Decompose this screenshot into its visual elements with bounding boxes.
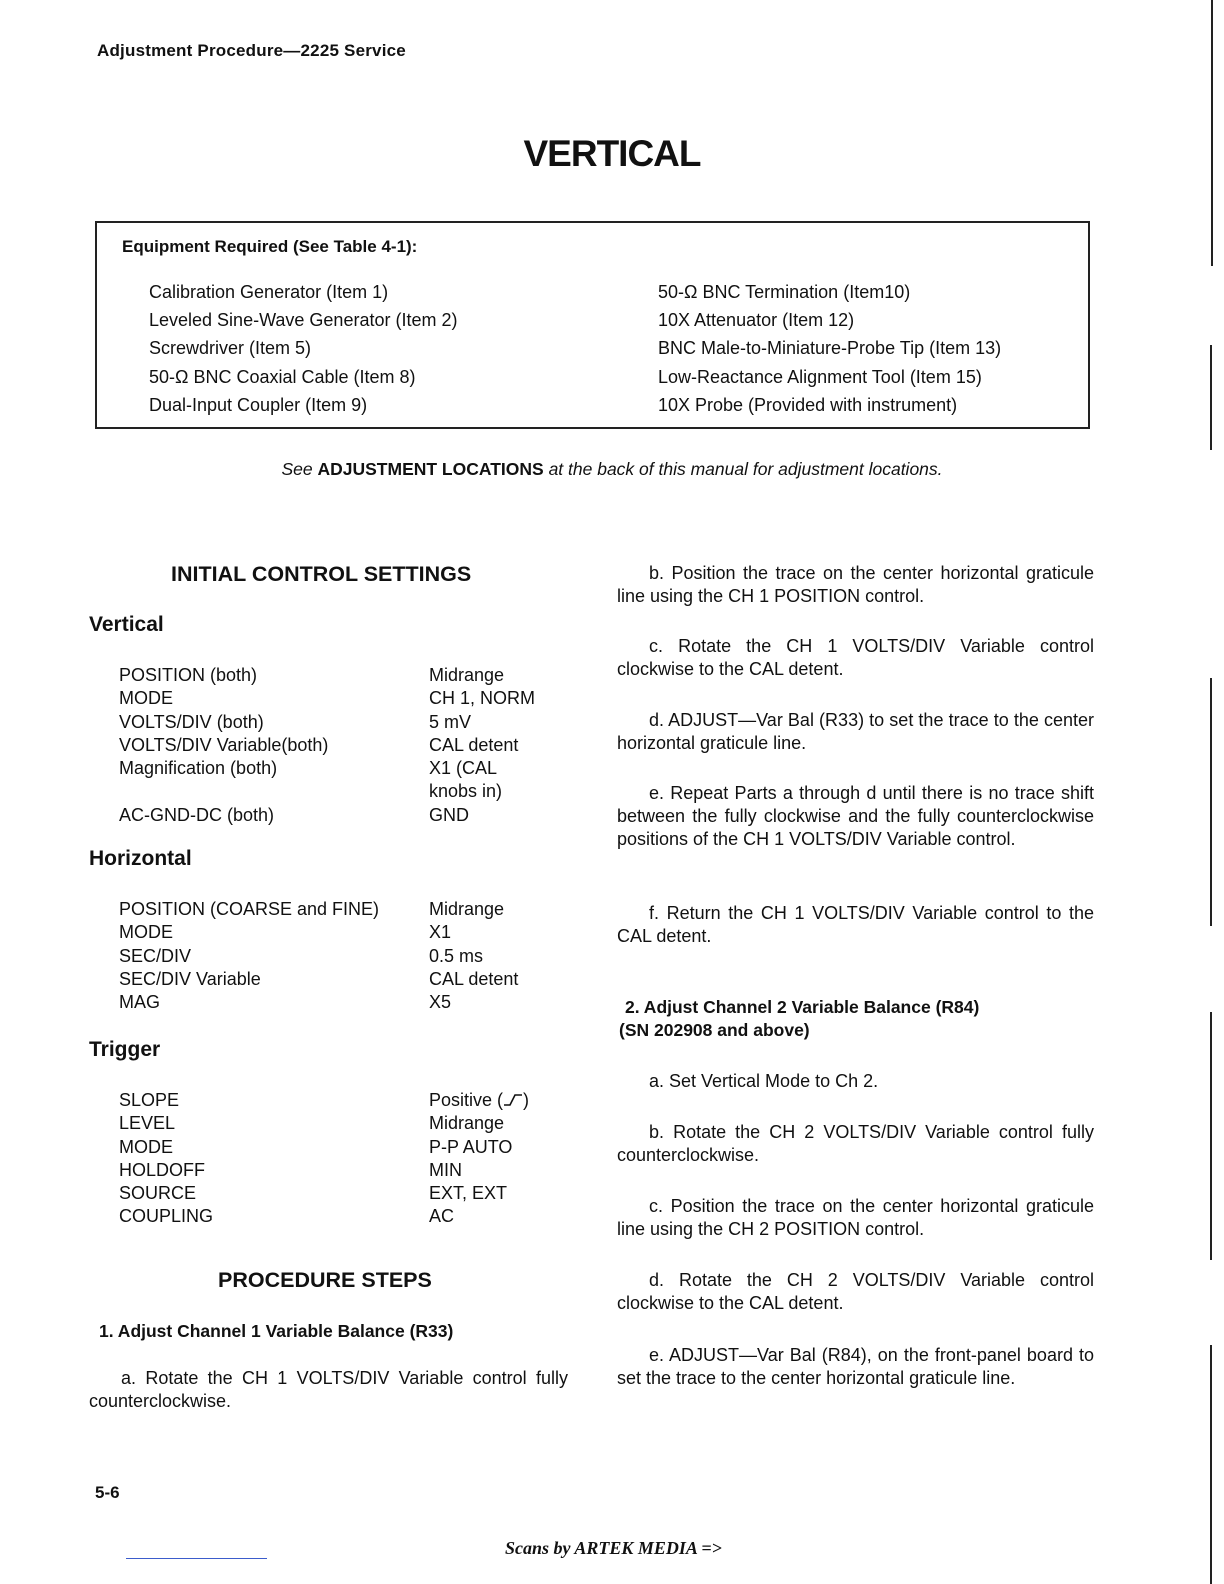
- equipment-item: 10X Probe (Provided with instrument): [658, 394, 958, 415]
- equipment-item: Dual-Input Coupler (Item 9): [149, 394, 368, 415]
- procedure-steps-heading: PROCEDURE STEPS: [218, 1268, 432, 1292]
- horizontal-settings-labels: POSITION (COARSE and FINE) MODE SEC/DIV SEC/DIV Variable MAG: [119, 899, 380, 1013]
- step-2d-text: d. Rotate the CH 2 VOLTS/DIV Variable control clockwise to the CAL detent.: [617, 1270, 1094, 1313]
- equipment-list-right: [658, 278, 1001, 419]
- vertical-settings-values: Midrange CH 1, NORM 5 mV CAL detent X1 (CAL knobs in) GND: [429, 665, 536, 825]
- equipment-item: Low-Reactance Alignment Tool (Item 15): [658, 366, 982, 387]
- step-2e-text: e. ADJUST—Var Bal (R84), on the front-panel board to set the trace to the center horizontal graticule line.: [617, 1345, 1094, 1388]
- equipment-item: Calibration Generator (Item 1): [149, 282, 389, 302]
- equipment-item: 10X Attenuator (Item 12): [658, 310, 855, 331]
- link-underline: [126, 1558, 267, 1559]
- running-header: Adjustment Procedure—2225 Service: [97, 41, 406, 60]
- step-1a-text: a. Rotate the CH 1 VOLTS/DIV Variable control fully counterclockwise.: [89, 1368, 568, 1411]
- horizontal-subheading: Horizontal: [89, 847, 192, 870]
- step-1f-text: f. Return the CH 1 VOLTS/DIV Variable control to the CAL detent.: [617, 903, 1094, 946]
- equipment-item: Leveled Sine-Wave Generator (Item 2): [149, 310, 458, 331]
- equipment-item: BNC Male-to-Miniature-Probe Tip (Item 13): [658, 338, 1002, 359]
- step-2a-text: a. Set Vertical Mode to Ch 2.: [649, 1071, 879, 1091]
- page-title: VERTICAL: [523, 133, 701, 174]
- equipment-item: Screwdriver (Item 5): [149, 338, 312, 359]
- step-2c-text: c. Position the trace on the center horizontal graticule line using the CH 2 POSITION control.: [617, 1196, 1094, 1239]
- step-1c-text: c. Rotate the CH 1 VOLTS/DIV Variable control clockwise to the CAL detent.: [617, 636, 1094, 679]
- scan-edge-mark: [1210, 678, 1212, 926]
- equipment-item: 50-Ω BNC Coaxial Cable (Item 8): [149, 366, 416, 387]
- step-2b-text: b. Rotate the CH 2 VOLTS/DIV Variable control fully counterclockwise.: [617, 1122, 1094, 1165]
- step-1b-text: b. Position the trace on the center horizontal graticule line using the CH 1 POSITION control.: [617, 563, 1094, 606]
- vertical-settings-labels: POSITION (both) MODE VOLTS/DIV (both) VOLTS/DIV Variable(both) Magnification (both) AC-GND-DC (both): [119, 665, 329, 825]
- step-1e-text: e. Repeat Parts a through d until there is no trace shift between the fully clockwise and the fully counterclockwise positions of the CH 1 VOLTS/DIV Variable control.: [617, 783, 1094, 849]
- equipment-item: 50-Ω BNC Termination (Item10): [658, 282, 911, 302]
- positive-slope-icon: [503, 1092, 523, 1108]
- initial-settings-heading: INITIAL CONTROL SETTINGS: [171, 562, 472, 586]
- equipment-list-left: [149, 278, 457, 419]
- step-1d-text: d. ADJUST—Var Bal (R33) to set the trace to the center horizontal graticule line.: [617, 710, 1094, 753]
- adjustment-locations-note: See ADJUSTMENT LOCATIONS at the back of this manual for adjustment locations.: [281, 459, 943, 479]
- scan-edge-mark: [1210, 1012, 1212, 1260]
- scan-credit: Scans by ARTEK MEDIA =>: [505, 1538, 722, 1558]
- trigger-settings-values: Positive ( ) Midrange P-P AUTO MIN EXT, EXT AC: [429, 1090, 530, 1227]
- scan-edge-mark: [1210, 345, 1212, 450]
- vertical-subheading: Vertical: [89, 613, 164, 636]
- note-emphasis: ADJUSTMENT LOCATIONS: [317, 459, 544, 479]
- equipment-heading: Equipment Required (See Table 4-1):: [122, 237, 418, 256]
- step-2-heading: 2. Adjust Channel 2 Variable Balance (R84) (SN 202908 and above): [619, 997, 980, 1040]
- page-number: 5-6: [95, 1483, 120, 1502]
- scan-edge-mark: [1211, 0, 1213, 266]
- trigger-subheading: Trigger: [89, 1038, 161, 1061]
- scan-edge-mark: [1210, 1345, 1212, 1584]
- trigger-settings-labels: SLOPE LEVEL MODE HOLDOFF SOURCE COUPLING: [119, 1090, 214, 1227]
- step-1-heading: 1. Adjust Channel 1 Variable Balance (R33): [99, 1321, 454, 1341]
- horizontal-settings-values: Midrange X1 0.5 ms CAL detent X5: [429, 899, 519, 1013]
